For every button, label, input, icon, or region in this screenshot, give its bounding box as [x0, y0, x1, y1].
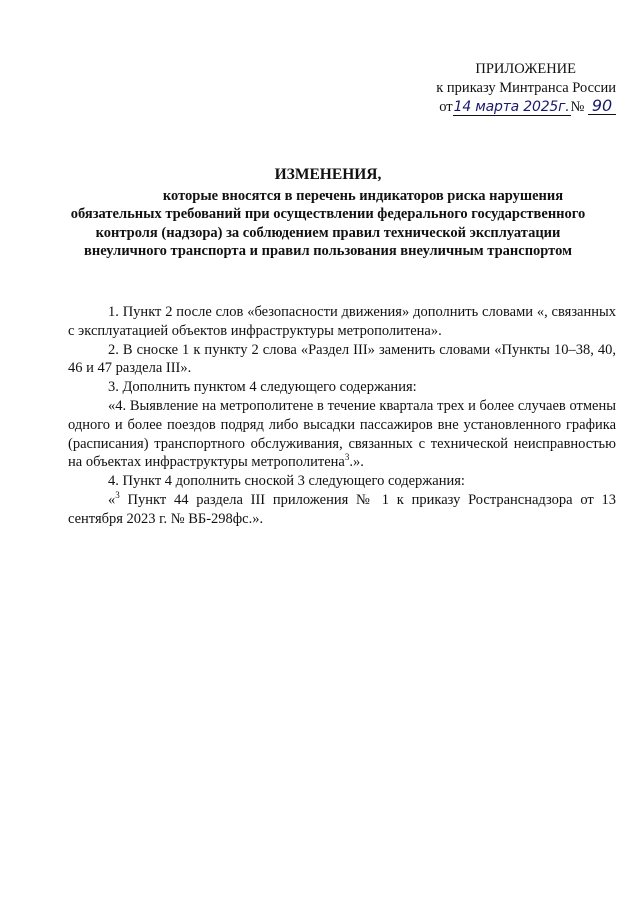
number-prefix: №: [570, 99, 585, 115]
subtitle-line-1: которые вносятся в перечень индикаторов риска нарушения: [162, 187, 564, 204]
paragraph-4: [68, 397, 616, 472]
paragraph-4-text: «4. Выявление на метрополитене в течение квартала трех и более случаев отмены одного и более поездов подряд либо высадки пассажиров вне установленного графика (расписания) транспортного обслуживания, связанных с технической неисправностью на объектах инфраструктуры метрополитена: [68, 397, 616, 471]
date-prefix: от: [439, 99, 453, 115]
document-title: [40, 166, 616, 261]
paragraph-3: 3. Дополнить пунктом 4 следующего содержания:: [108, 379, 417, 396]
paragraph-4-tail: .».: [349, 454, 364, 471]
paragraph-6: [68, 491, 616, 529]
subtitle-line-2: обязательных требований при осуществлении федерального государственного: [70, 206, 586, 222]
heading: ИЗМЕНЕНИЯ,: [274, 166, 382, 183]
subtitle-line-3: контроля (надзора) за соблюдением правил технической эксплуатации: [95, 224, 561, 241]
annex-block: [376, 60, 616, 117]
document-body: [68, 303, 616, 529]
handwritten-number: 90: [588, 98, 616, 115]
paragraph-2: 2. В сноске 1 к пункту 2 слова «Раздел III» заменить словами «Пункты 10–38, 40, 46 и 47 раздела III».: [68, 341, 616, 377]
handwritten-date: 14 марта 2025г.: [453, 99, 570, 115]
paragraph-6-text: Пункт 44 раздела III приложения № 1 к приказу Ространснадзора от 13 сентября 2023 г. № ВБ-298фс.».: [68, 491, 617, 527]
annex-title: ПРИЛОЖЕНИЕ: [475, 61, 576, 77]
paragraph-1: 1. Пункт 2 после слов «безопасности движения» дополнить словами «, связанных с эксплуатацией объектов инфраструктуры метрополитена».: [68, 304, 616, 339]
annex-date-line: [376, 98, 616, 117]
paragraph-6-quote: «: [108, 491, 116, 508]
annex-order-reference: к приказу Минтранса России: [436, 80, 616, 96]
paragraph-5: 4. Пункт 4 дополнить сноской 3 следующего содержания:: [108, 473, 465, 490]
footnote-ref-3: 3: [344, 452, 350, 463]
subtitle-line-4: внеуличного транспорта и правил пользования внеуличным транспортом: [84, 243, 572, 259]
footnote-mark-3: 3: [115, 490, 120, 501]
